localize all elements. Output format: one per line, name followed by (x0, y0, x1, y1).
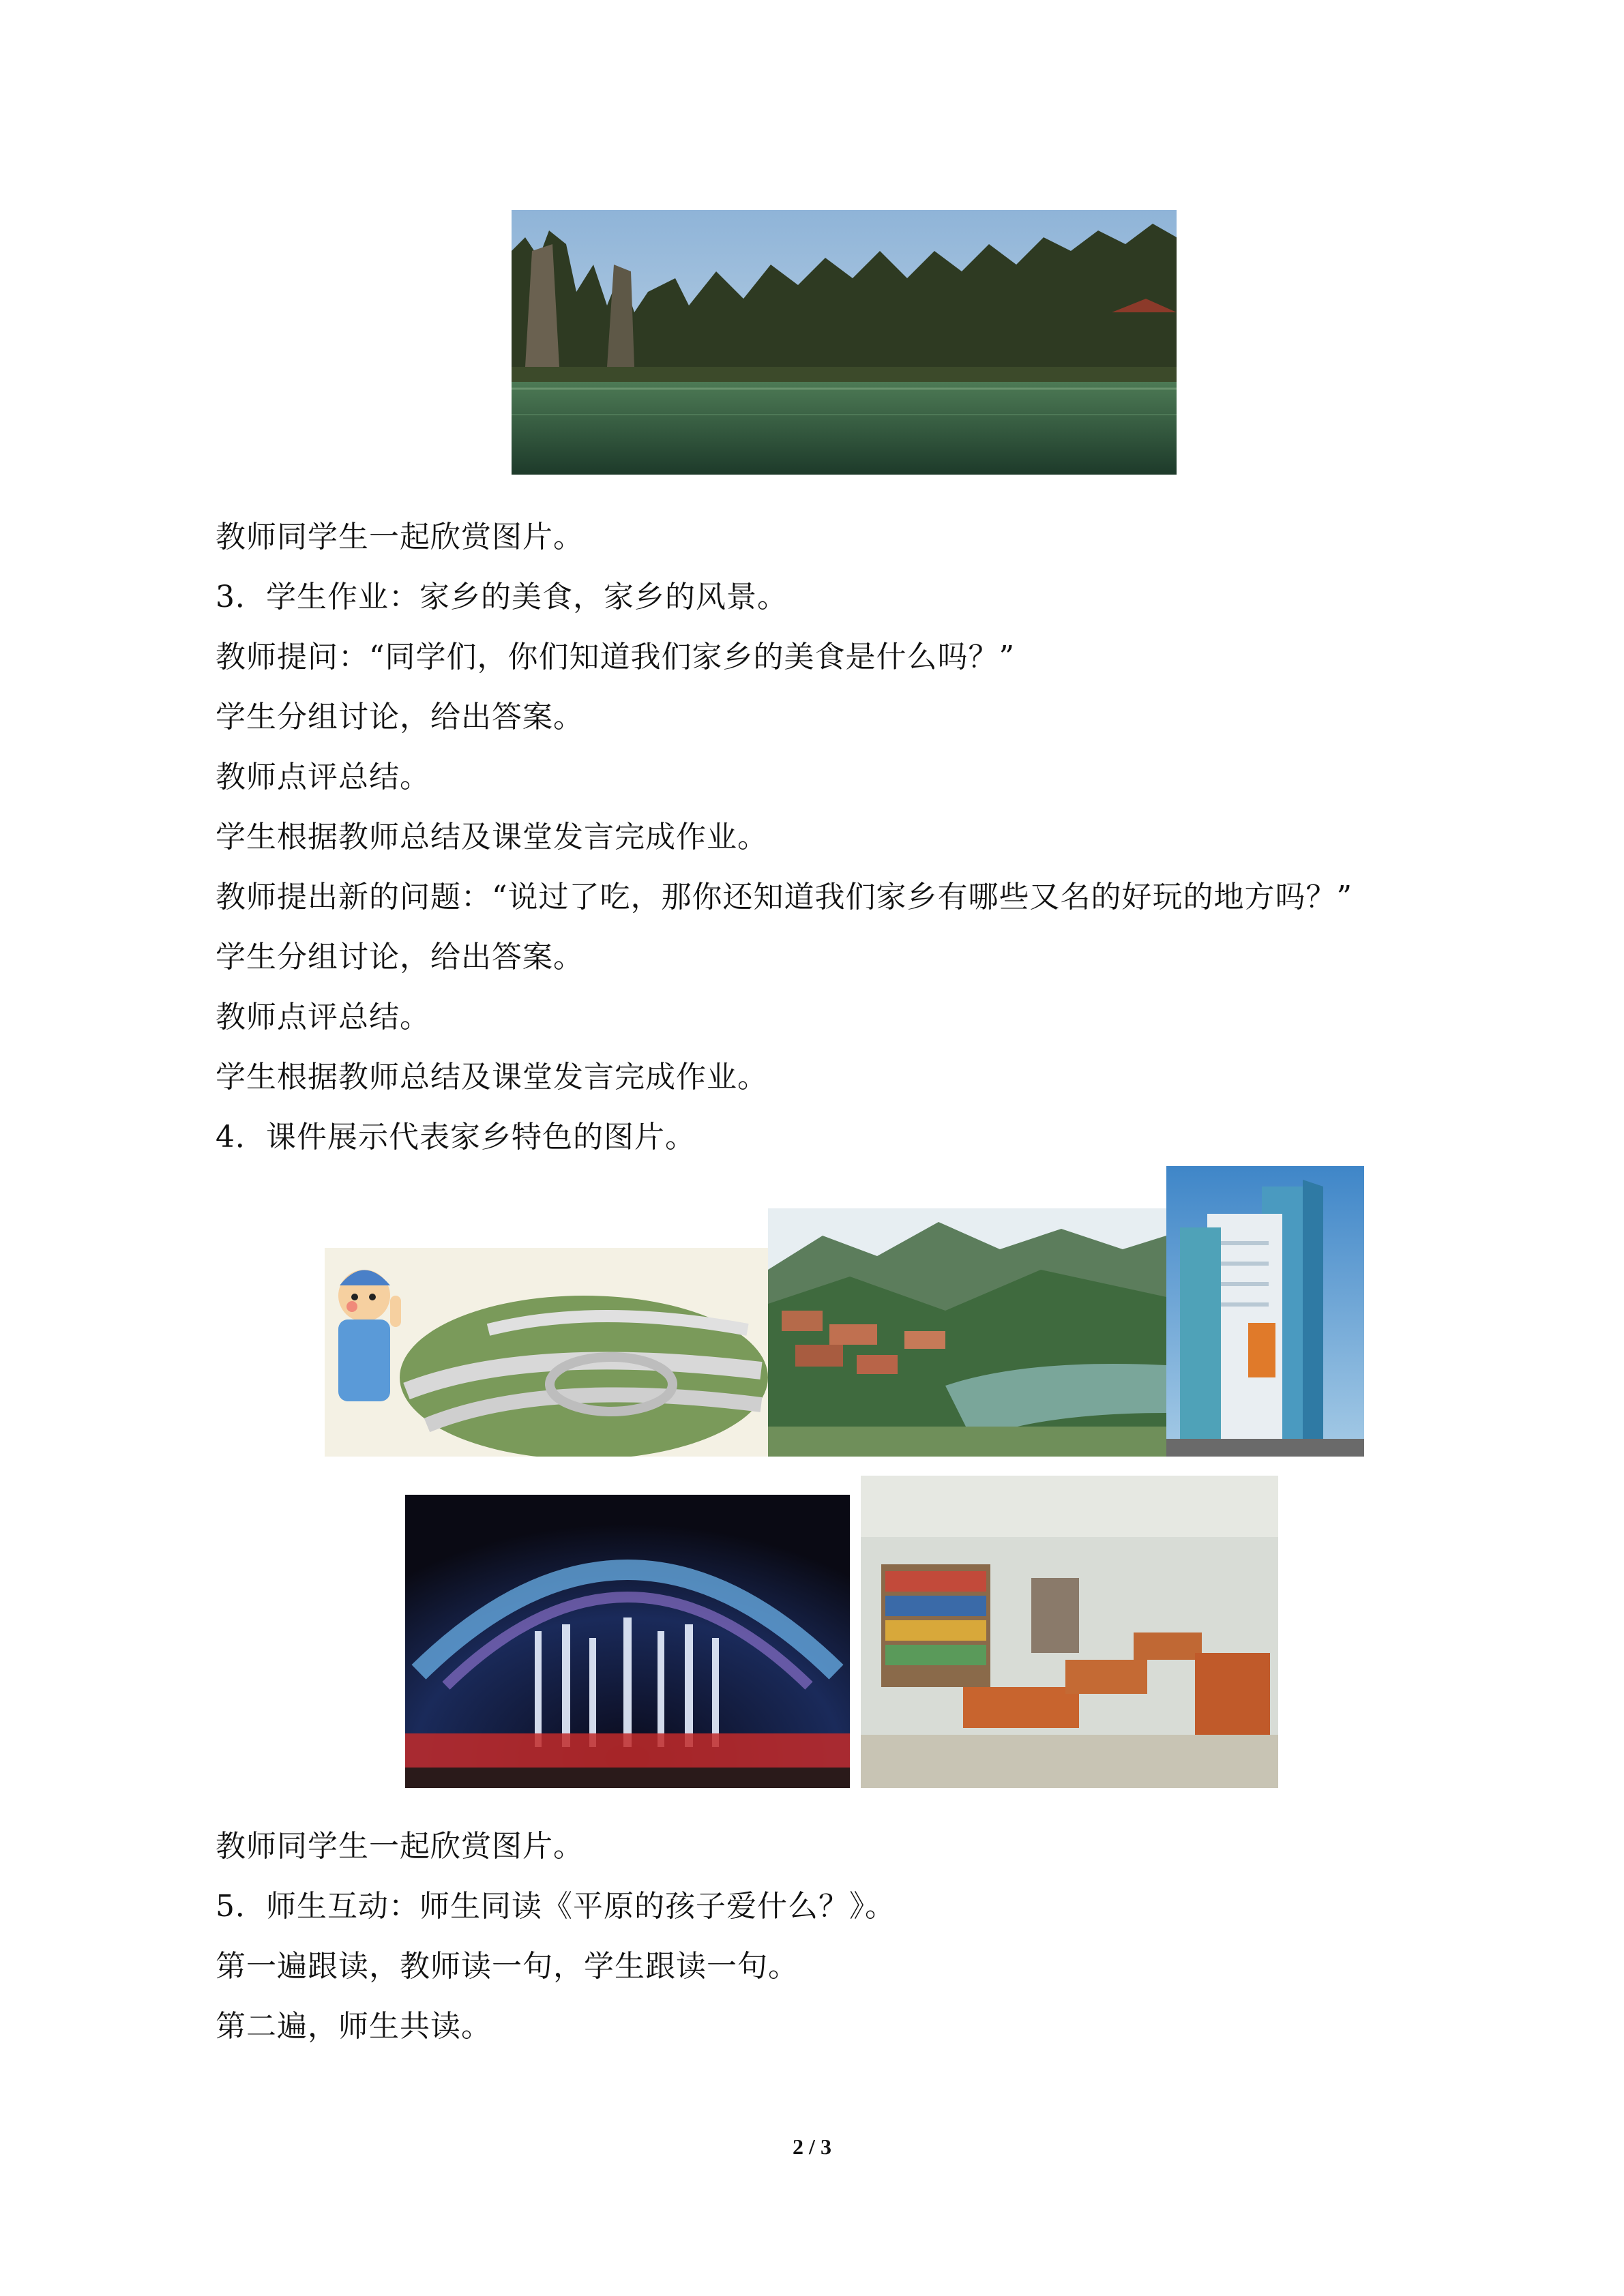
library-image (861, 1476, 1278, 1788)
skyscrapers-image (1166, 1166, 1364, 1457)
paragraph: 3．学生作业：家乡的美食，家乡的风景。 (216, 580, 788, 614)
paragraph: 教师同学生一起欣赏图片。 (216, 1829, 584, 1864)
paragraph: 4．课件展示代表家乡特色的图片。 (216, 1120, 696, 1154)
paragraph: 教师提出新的问题：“说过了吃，那你还知道我们家乡有哪些又名的好玩的地方吗？” (216, 880, 1353, 914)
paragraph: 第一遍跟读，教师读一句，学生跟读一句。 (216, 1949, 799, 1984)
stone-forest-lake-image (512, 210, 1177, 475)
paragraph: 学生根据教师总结及课堂发言完成作业。 (216, 820, 768, 854)
paragraph: 学生根据教师总结及课堂发言完成作业。 (216, 1060, 768, 1094)
paragraph: 教师点评总结。 (216, 760, 430, 794)
paragraph: 学生分组讨论，给出答案。 (216, 700, 584, 734)
page-number: 2 / 3 (793, 2134, 831, 2159)
paragraph: 5．师生互动：师生同读《平原的孩子爱什么？》。 (216, 1889, 896, 1924)
paragraph: 第二遍，师生共读。 (216, 2009, 492, 2044)
paragraph: 教师同学生一起欣赏图片。 (216, 520, 584, 554)
paragraph: 学生分组讨论，给出答案。 (216, 940, 584, 974)
mountain-village-image (768, 1208, 1166, 1457)
paragraph: 教师点评总结。 (216, 1000, 430, 1034)
paragraph: 教师提问：“同学们，你们知道我们家乡的美食是什么吗？” (216, 640, 1015, 674)
cartoon-overpass-image (325, 1248, 768, 1457)
fountain-show-image (405, 1495, 850, 1788)
